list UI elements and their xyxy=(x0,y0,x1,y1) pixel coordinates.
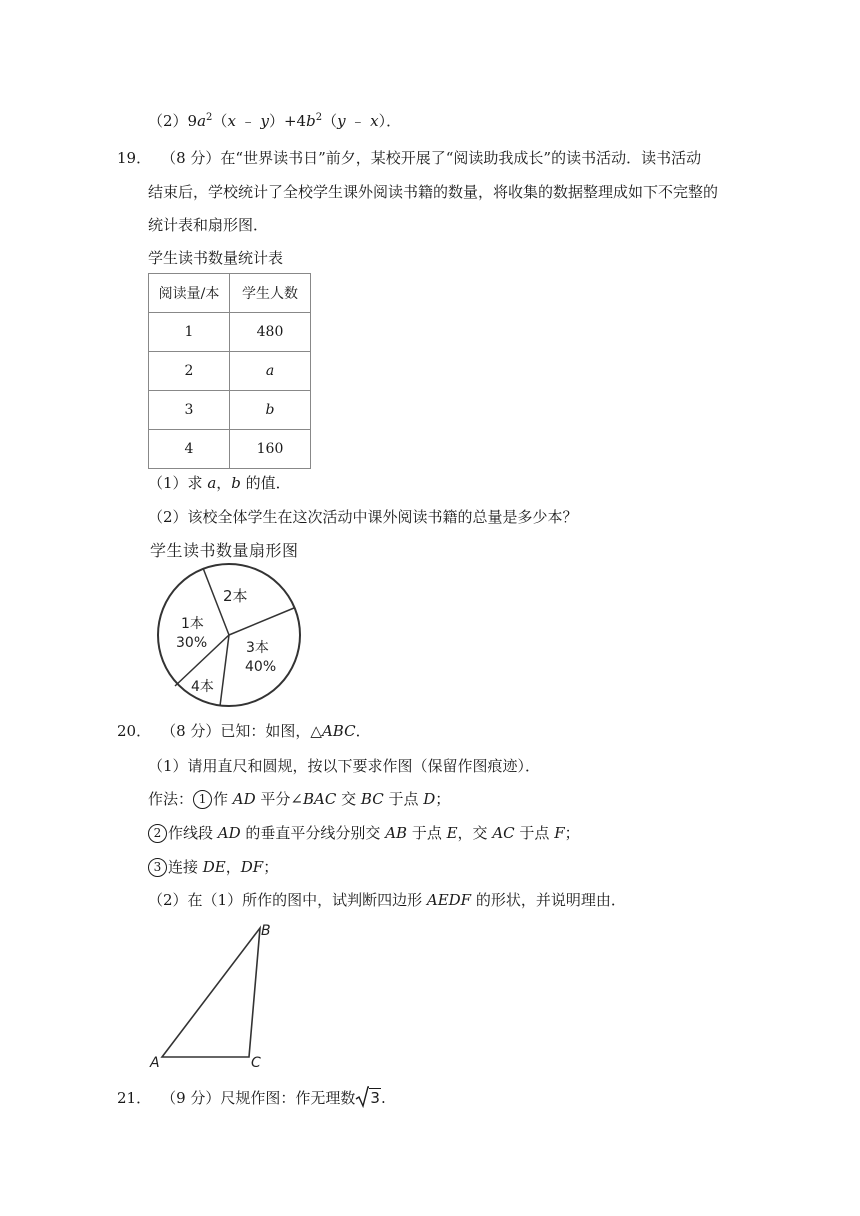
question-points: （9 分） xyxy=(161,1089,221,1107)
q19-line1: 19． （8 分）在“世界读书日”前夕，某校开展了“阅读助我成长”的读书活动．读书活动 xyxy=(117,149,702,167)
radical-sign-icon xyxy=(355,1086,369,1108)
question-number: 21． xyxy=(117,1089,152,1107)
table-cell: a xyxy=(230,352,311,391)
table-header-row xyxy=(149,274,311,313)
q18-part2: $(2)9a^2(x$ ﹣ $y)+4b^2(y$ ﹣ x）． xyxy=(148,112,402,130)
table-cell: 1 xyxy=(149,313,230,352)
q20-line1: 20． （8 分）已知：如图，△ABC． xyxy=(117,722,371,740)
slice-label: 2本 xyxy=(223,587,248,605)
q19-line2: 结束后，学校统计了全校学生课外阅读书籍的数量，将收集的数据整理成如下不完整的 xyxy=(148,183,719,201)
q19-line3: 统计表和扇形图． xyxy=(148,216,269,234)
sqrt-expression: 3 xyxy=(355,1086,381,1108)
table-caption: 学生读书数量统计表 xyxy=(148,249,284,267)
q20-step3: 3 连接 DE，DF； xyxy=(148,857,278,877)
q19-sub2: （2）该校全体学生在这次活动中课外阅读书籍的总量是多少本？ xyxy=(148,508,578,526)
table-cell: 160 xyxy=(230,430,311,469)
q20-sub1: （1）请用直尺和圆规，按以下要求作图（保留作图痕迹）． xyxy=(148,757,541,775)
slice-label: 4本 xyxy=(191,679,214,695)
question-number: 20． xyxy=(117,722,152,740)
pie-chart-title: 学生读书数量扇形图 xyxy=(150,541,299,560)
vertex-label-c: C xyxy=(251,1055,261,1070)
table-cell: 480 xyxy=(230,313,311,352)
table-header-cell: 学生人数 xyxy=(230,274,311,313)
circled-number: 1 xyxy=(193,790,212,809)
question-points: （8 分） xyxy=(161,149,221,167)
q21-line1: 21． （9 分）尺规作图：作无理数 3. xyxy=(117,1086,386,1108)
table-cell: 2 xyxy=(149,352,230,391)
table-row xyxy=(149,313,311,352)
slice-label: 3本 xyxy=(246,640,269,656)
question-points: （8 分） xyxy=(161,722,221,740)
reading-stat-table xyxy=(148,273,311,469)
q20-step1: 作法： 1 作 AD 平分∠BAC 交 BC 于点 D； xyxy=(148,790,451,808)
slice-value-label: 30% xyxy=(176,635,208,651)
q20-sub2: （2）在（1）所作的图中，试判断四边形 AEDF 的形状，并说明理由． xyxy=(148,891,626,909)
table-cell: b xyxy=(230,391,311,430)
pie-chart xyxy=(148,556,308,714)
table-row xyxy=(149,430,311,469)
vertex-label-b: B xyxy=(261,923,271,939)
triangle-abc xyxy=(162,928,260,1057)
table-cell: 4 xyxy=(149,430,230,469)
slice-label: 1本 xyxy=(181,616,204,632)
circled-number: 2 xyxy=(148,824,167,843)
table-row xyxy=(149,391,311,430)
table-cell: 3 xyxy=(149,391,230,430)
slice-value-label: 40% xyxy=(245,659,277,675)
vertex-label-a: A xyxy=(150,1055,160,1070)
triangle-abc-figure xyxy=(148,918,288,1070)
table-row xyxy=(149,352,311,391)
question-number: 19． xyxy=(117,149,152,167)
circled-number: 3 xyxy=(148,858,167,877)
table-header-cell: 阅读量/本 xyxy=(149,274,230,313)
q20-step2: 2 作线段 AD 的垂直平分线分别交 AB 于点 E，交 AC 于点 F； xyxy=(148,823,580,843)
q19-sub1: （1）求 a，b 的值． xyxy=(148,474,291,492)
